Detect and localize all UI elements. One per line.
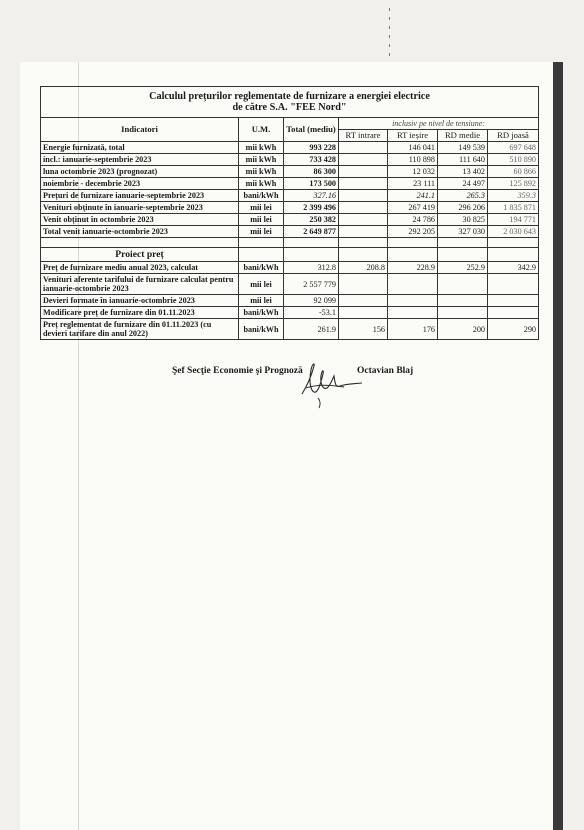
row-rd-medie: [438, 307, 488, 319]
row-rd-joasa: 125 892: [488, 178, 539, 190]
row-total: 733 428: [284, 154, 339, 166]
row-label: Venituri obținute în ianuarie-septembrie 2023: [41, 202, 239, 214]
row-label: Devieri formate în ianuarie-octombrie 2023: [41, 295, 239, 307]
table-row: [41, 262, 539, 274]
row-label: incl.: ianuarie-septembrie 2023: [41, 154, 239, 166]
table-row: [41, 178, 539, 190]
table-row: [41, 190, 539, 202]
row-um: mii lei: [239, 274, 284, 295]
row-rt-intrare: [339, 226, 388, 238]
header-rt-intrare: RT intrare: [339, 130, 388, 142]
row-um: bani/kWh: [239, 319, 284, 340]
row-rt-iesire: [388, 295, 438, 307]
row-rt-intrare: [339, 190, 388, 202]
row-rt-iesire: 110 898: [388, 154, 438, 166]
row-um: mii kWh: [239, 166, 284, 178]
table-row: [41, 142, 539, 154]
row-rd-joasa: [488, 295, 539, 307]
row-rd-joasa: 60 866: [488, 166, 539, 178]
pricing-table: [40, 86, 539, 340]
row-label: Prețuri de furnizare ianuarie-septembrie 2023: [41, 190, 239, 202]
row-label: Total venit ianuarie-octombrie 2023: [41, 226, 239, 238]
row-rt-iesire: 146 041: [388, 142, 438, 154]
row-label: Venituri aferente tarifului de furnizare calculat pentru ianuarie-octombrie 2023: [41, 274, 239, 295]
row-total: 86 300: [284, 166, 339, 178]
row-total: 261.9: [284, 319, 339, 340]
row-rt-iesire: 12 032: [388, 166, 438, 178]
row-rt-intrare: [339, 307, 388, 319]
row-rt-iesire: 241.1: [388, 190, 438, 202]
row-rd-medie: 111 640: [438, 154, 488, 166]
row-total: 250 382: [284, 214, 339, 226]
row-label: Preț de furnizare mediu anual 2023, calculat: [41, 262, 239, 274]
header-um: U.M.: [239, 118, 284, 142]
row-um: bani/kWh: [239, 190, 284, 202]
row-rd-medie: 200: [438, 319, 488, 340]
row-total: 2 399 496: [284, 202, 339, 214]
row-rd-medie: 296 206: [438, 202, 488, 214]
row-rt-iesire: 267 419: [388, 202, 438, 214]
row-label: noiembrie - decembrie 2023: [41, 178, 239, 190]
row-total: 92 099: [284, 295, 339, 307]
row-rd-joasa: 2 030 643: [488, 226, 539, 238]
row-total: 327.16: [284, 190, 339, 202]
row-rt-intrare: [339, 166, 388, 178]
header-group: inclusiv pe nivel de tensiune:: [339, 118, 539, 130]
header-indicatori: Indicatori: [41, 118, 239, 142]
row-um: bani/kWh: [239, 262, 284, 274]
row-rt-intrare: [339, 154, 388, 166]
table-row: [41, 154, 539, 166]
row-rd-medie: 30 825: [438, 214, 488, 226]
scan-artifact-mark: [389, 8, 390, 60]
signatory-position: Şef Secţie Economie şi Prognoză: [172, 366, 303, 376]
blank-row: [41, 238, 539, 248]
signatory-name: Octavian Blaj: [357, 366, 414, 376]
row-rt-intrare: [339, 178, 388, 190]
row-rd-medie: 24 497: [438, 178, 488, 190]
table-title-line2: de către S.A. "FEE Nord": [232, 102, 347, 113]
row-rt-iesire: 24 786: [388, 214, 438, 226]
row-label: Energie furnizată, total: [41, 142, 239, 154]
row-um: mii kWh: [239, 178, 284, 190]
row-um: mii kWh: [239, 142, 284, 154]
table-row: [41, 226, 539, 238]
row-label: Modificare preț de furnizare din 01.11.2023: [41, 307, 239, 319]
section-row: [41, 248, 539, 262]
section-title: Proiect preț: [41, 248, 239, 262]
row-rt-iesire: [388, 274, 438, 295]
row-um: mii lei: [239, 226, 284, 238]
row-rt-intrare: [339, 214, 388, 226]
row-rt-iesire: 176: [388, 319, 438, 340]
table-row: [41, 307, 539, 319]
row-rt-intrare: [339, 142, 388, 154]
row-rd-medie: [438, 295, 488, 307]
row-rd-medie: 327 030: [438, 226, 488, 238]
handwritten-signature: [296, 354, 372, 410]
row-um: mii lei: [239, 214, 284, 226]
row-total: -53.1: [284, 307, 339, 319]
row-rd-joasa: [488, 274, 539, 295]
row-rd-joasa: 697 648: [488, 142, 539, 154]
row-um: mii lei: [239, 202, 284, 214]
table-row: [41, 274, 539, 295]
row-rt-iesire: 292 205: [388, 226, 438, 238]
row-rd-medie: 252.9: [438, 262, 488, 274]
row-rd-medie: 265.3: [438, 190, 488, 202]
row-total: 2 649 877: [284, 226, 339, 238]
scan-dark-edge: [553, 62, 563, 830]
table-title: [41, 87, 539, 118]
table-row: [41, 295, 539, 307]
row-rd-joasa: 359.3: [488, 190, 539, 202]
row-um: mii kWh: [239, 154, 284, 166]
header-rd-medie: RD medie: [438, 130, 488, 142]
row-um: bani/kWh: [239, 307, 284, 319]
table-row: [41, 214, 539, 226]
table-row: [41, 319, 539, 340]
row-rt-intrare: [339, 274, 388, 295]
row-label: Venit obținut în octombrie 2023: [41, 214, 239, 226]
row-rd-joasa: 510 890: [488, 154, 539, 166]
row-rt-intrare: 156: [339, 319, 388, 340]
table-row: [41, 166, 539, 178]
row-rt-intrare: 208.8: [339, 262, 388, 274]
row-rd-medie: 149 539: [438, 142, 488, 154]
row-rt-intrare: [339, 202, 388, 214]
row-rd-medie: 13 402: [438, 166, 488, 178]
row-total: 312.8: [284, 262, 339, 274]
row-rt-iesire: 228.9: [388, 262, 438, 274]
row-rd-medie: [438, 274, 488, 295]
table-title-line1: Calculul prețurilor reglementate de furnizare a energiei electrice: [149, 91, 430, 102]
row-rd-joasa: 290: [488, 319, 539, 340]
row-label: Preț reglementat de furnizare din 01.11.2023 (cu devieri tarifare din anul 2022): [41, 319, 239, 340]
row-rd-joasa: 1 835 871: [488, 202, 539, 214]
row-rd-joasa: 194 771: [488, 214, 539, 226]
table-row: [41, 202, 539, 214]
row-total: 173 500: [284, 178, 339, 190]
header-rd-joasa: RD joasă: [488, 130, 539, 142]
row-rd-joasa: 342.9: [488, 262, 539, 274]
row-total: 993 228: [284, 142, 339, 154]
header-rt-iesire: RT ieșire: [388, 130, 438, 142]
header-total: Total (mediu): [284, 118, 339, 142]
row-um: mii lei: [239, 295, 284, 307]
row-label: luna octombrie 2023 (prognozat): [41, 166, 239, 178]
row-rd-joasa: [488, 307, 539, 319]
row-rt-iesire: [388, 307, 438, 319]
row-rt-intrare: [339, 295, 388, 307]
row-rt-iesire: 23 111: [388, 178, 438, 190]
row-total: 2 557 779: [284, 274, 339, 295]
